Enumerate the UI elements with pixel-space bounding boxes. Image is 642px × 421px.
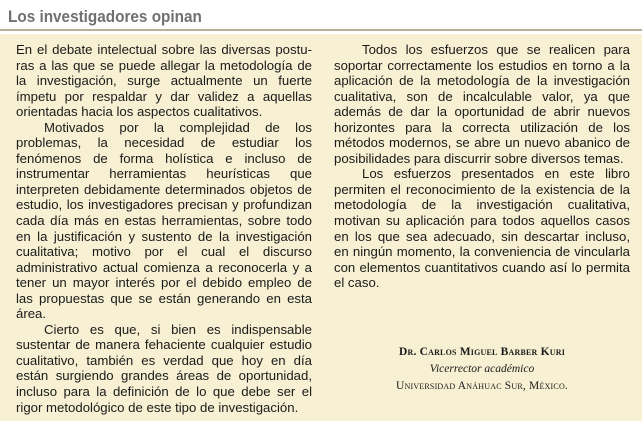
paragraph: Todos los esfuerzos que se realicen para soportar correctamente los estudios en torno a la aplicación de la metodología de la investigación cualitativa, son de incalculable valor, ya que además de dar la oportunidad de abrir nuevos horizontes para la correcta utilización de los métodos modernos, se abre un nuevo abanico de posibilidades para discurrir sobre diversos temas. [334, 42, 630, 166]
paragraph: Cierto es que, si bien es indispensable sustentar de manera fehaciente cualquier estudio cualitativo, también es verdad que hoy en día están surgiendo grandes áreas de oportunidad, incluso para la definición de lo que debe ser el rigor metodológico de este tipo de investigación. [16, 321, 312, 415]
section-header [0, 4, 642, 32]
right-column [334, 42, 630, 291]
header-divider [0, 29, 642, 31]
section-title: Los investigadores opinan [8, 7, 202, 26]
signature-block [334, 344, 630, 395]
signature-role: Vicerrector académico [429, 363, 535, 375]
signature-name: Dr. Carlos Miguel Barber Kuri [398, 346, 566, 358]
paragraph: En el debate intelectual sobre las diversas posturas a las que se puede allegar la metodología de la investigación, surge actualmente un fuerte ímpetu por respaldar y dar validez a aquellas orientadas hacia los aspectos cualitativos. [16, 42, 312, 120]
left-column [16, 42, 312, 415]
paragraph: Motivados por la complejidad de los problemas, la necesidad de estudiar los fenómenos de forma holística e incluso de instrumentar herramientas heurísticas que interpreten debidamente determinados objetos de estudio, los investigadores precisan y profundizan cada día más en estas herramientas, sobre todo en la justificación y sustento de la investigación cualitativa; motivo por el cual el discurso administrativo actual comienza a reconocerla y a tener un mayor interés por el debido empleo de las propuestas que se están generando en esta área. [16, 119, 312, 322]
content-panel [0, 34, 642, 421]
signature-institution: Universidad Anáhuac Sur, México. [395, 380, 569, 392]
paragraph: Los esfuerzos presentados en este libro permiten el reconocimiento de la existencia de la metodología de la investigación cualitativa, motivan su aplicación para todos aquellos casos en los que sea adecuado, sin descartar incluso, en ningún momento, la conveniencia de vincularla con elementos cuantitativos cuando así lo permita el caso. [334, 166, 630, 291]
